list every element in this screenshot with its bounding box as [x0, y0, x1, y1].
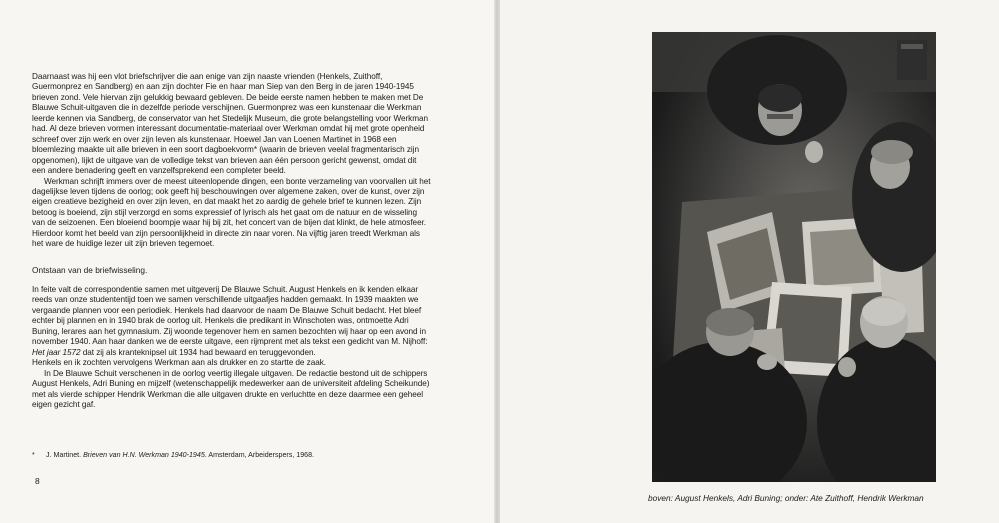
paragraph: Daarnaast was hij een vlot briefschrijver die aan enige van zijn naaste vrienden (Henkels, Zuithoff, Guermonprez en Sandberg) en aan zijn dochter Fie en haar man Siep van den Berg in de jaren 1940-1945 brieven zond. Vele hiervan zijn gelukkig bewaard gebleven. De beide eerste namen hebben te maken met De Blauwe Schuit-uitgaven die in dezelfde periode verschijnen. Guermonprez was een kunstenaar die Werkman leerde kennen via Sandberg, de conservator van het Stedelijk Museum, die grote belangstelling voor Werkman had. Al deze brieven vormen interessant documentatie-materiaal over Werkman omdat hij met grote openheid schreef over zijn werk en over zijn leven als kunstenaar. Hoewel Jan van Loenen Martinet in 1968 een bloemlezing maakte uit alle brieven in een soort dagboekvorm* (waarin de brieven veelal fragmentarisch zijn opgenomen), lijkt de uitgave van de volledige tekst van brieven aan één persoon gericht gewenst, omdat dit een andere benadering geeft en vanzelfsprekend een completer beeld.: [32, 72, 428, 176]
footnote-text: J. Martinet.: [46, 451, 84, 459]
paragraph: Henkels en ik zochten vervolgens Werkman aan als drukker en zo startte de zaak.: [32, 358, 326, 368]
main-text-block: [32, 72, 432, 250]
paragraph-text: dat zij als kranteknipsel uit 1934 had bewaard en teruggevonden.: [80, 347, 316, 357]
footnote-marker: *: [32, 451, 35, 459]
footnote-text: . Amsterdam, Arbeiderspers, 1968.: [204, 451, 314, 459]
footnote: [32, 451, 452, 460]
photo-illustration: [652, 32, 936, 482]
section-heading: Ontstaan van de briefwisseling.: [32, 265, 148, 275]
paragraph: [32, 285, 432, 358]
footnote-book-title: Brieven van H.N. Werkman 1940-1945: [83, 451, 205, 459]
paragraph: Werkman schrijft immers over de meest uiteenlopende dingen, een bonte verzameling van voorvallen uit het dagelijkse leven tijdens de oorlog; ook geeft hij beschouwingen over algemene zaken, over de kunst, over zijn eigen creatieve bezigheid en over zijn leven, en dat maakt het zo aardig de gehele brief te kunnen lezen. Zijn betoog is boeiend, zijn stijl verzorgd en soms expressief of lyrisch als het gaat om de natuur en de wisseling van de seizoenen. Een bloeiend boompje waar hij bij zit, het concert van de bijen dat klinkt, de hele atmosfeer. Hierdoor komt het beeld van zijn persoonlijkheid in directe zin naar voren. Na vijftig jaren treedt Werkman als het ware de huidige lezer uit zijn brieven tegemoet.: [32, 176, 431, 249]
photograph: [652, 32, 936, 482]
work-title: Het jaar 1572: [32, 347, 81, 357]
page-number: 8: [35, 476, 40, 486]
left-page: [0, 0, 494, 523]
photo-caption: boven: August Henkels, Adri Buning; onder: Ate Zuithoff, Hendrik Werkman: [648, 493, 924, 503]
paragraph: In De Blauwe Schuit verschenen in de oorlog veertig illegale uitgaven. De redactie bestond uit de schippers August Henkels, Adri Buning en mijzelf (wetenschappelijk medewerker aan de universiteit afdeling Scheikunde) met als vierde schipper Hendrik Werkman die alle uitgaven drukte en verluchtte en deze daarmee een geheel eigen gezicht gaf.: [32, 368, 430, 409]
paragraph-text: In feite valt de correspondentie samen met uitgeverij De Blauwe Schuit. August Henkels en ik kenden elkaar reeds van onze studententijd toen we samen verschillende uitgaafjes hadden gemaakt. In 1939 maakten we vergaande plannen voor een periodiek. Henkels had daarvoor de naam De Blauwe Schuit bedacht. Het bleef echter bij plannen en in 1940 brak de oorlog uit. Henkels die predikant in Winschoten was, ontmoette Adri Buning, lerares aan het gymnasium. Zij woonde tegenover hem en samen bezochten wij haar op een avond in november 1940. Aan haar danken we de eerste uitgave, een rijmprent met als tekst een gedicht van M. Nijhoff:: [32, 285, 428, 347]
section-text-block: [32, 285, 432, 410]
